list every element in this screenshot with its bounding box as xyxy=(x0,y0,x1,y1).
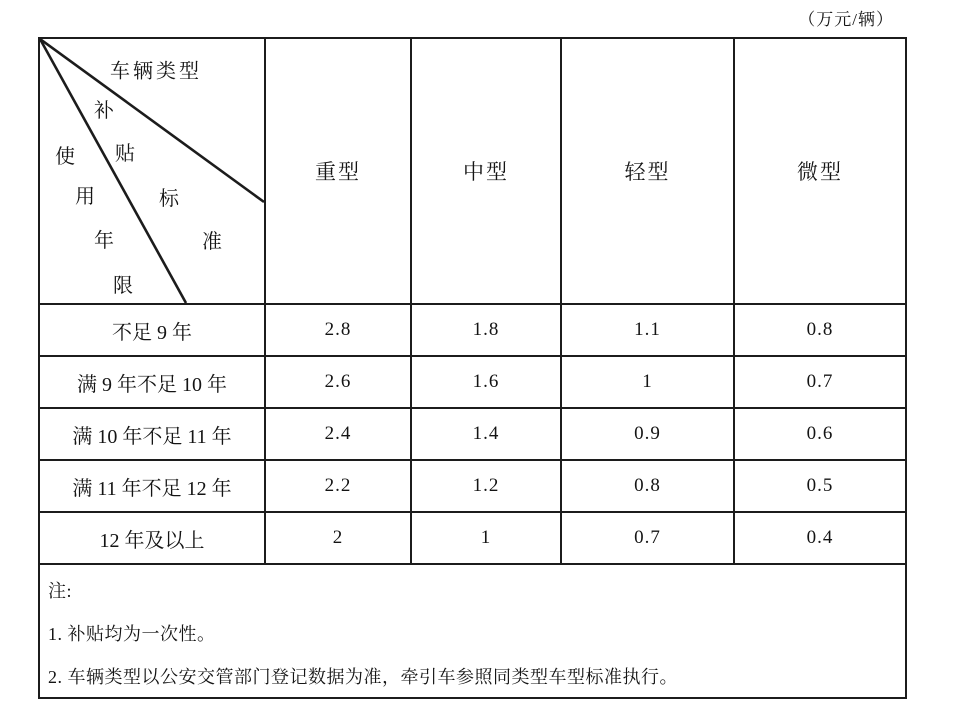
table-row xyxy=(40,513,905,565)
table-row xyxy=(40,305,905,357)
value-cell: 0.8 xyxy=(562,461,735,511)
column-header-medium: 中型 xyxy=(412,39,562,303)
corner-label-subsidy-char: 准 xyxy=(202,231,222,253)
corner-label-subsidy-char: 贴 xyxy=(115,143,135,165)
value-cell: 1.6 xyxy=(412,357,562,407)
corner-label-vehicle-type: 车辆类型 xyxy=(110,60,202,83)
value-cell: 0.7 xyxy=(806,371,834,392)
row-label: 满 10 年不足 11 年 xyxy=(40,409,266,459)
subsidy-table xyxy=(38,37,907,699)
corner-label-years-char: 限 xyxy=(113,275,133,297)
value-cell: 1.2 xyxy=(412,461,562,511)
value-cell: 1 xyxy=(412,513,562,563)
value-cell: 2.8 xyxy=(266,305,412,355)
value-cell: 2 xyxy=(266,513,412,563)
notes-section xyxy=(40,565,905,697)
value-cell: 0.7 xyxy=(562,513,735,563)
value-cell: 2.4 xyxy=(266,409,412,459)
unit-label: （万元/辆） xyxy=(798,10,894,29)
value-cell: 0.4 xyxy=(806,527,834,548)
diagonal-header-cell xyxy=(40,39,266,303)
value-cell: 0.5 xyxy=(806,475,834,496)
corner-label-years-char: 年 xyxy=(94,230,114,252)
value-cell: 0.9 xyxy=(562,409,735,459)
corner-label-subsidy-char: 补 xyxy=(94,100,114,122)
row-label: 12 年及以上 xyxy=(40,513,266,563)
table-row xyxy=(40,357,905,409)
corner-label-years-char: 使 xyxy=(55,146,75,168)
row-label: 满 11 年不足 12 年 xyxy=(40,461,266,511)
table-row xyxy=(40,461,905,513)
note-item-1: 1. 补贴均为一次性。 xyxy=(48,624,216,644)
value-cell: 2.2 xyxy=(266,461,412,511)
value-cell: 1.1 xyxy=(562,305,735,355)
row-label: 不足 9 年 xyxy=(40,305,266,355)
corner-label-years-char: 用 xyxy=(75,186,95,208)
value-cell: 0.8 xyxy=(806,319,834,340)
table-row xyxy=(40,409,905,461)
column-header-light: 轻型 xyxy=(562,39,735,303)
table-header-row xyxy=(40,39,905,305)
value-cell: 1 xyxy=(562,357,735,407)
value-cell: 1.4 xyxy=(412,409,562,459)
corner-label-subsidy-char: 标 xyxy=(159,188,179,210)
value-cell: 2.6 xyxy=(266,357,412,407)
column-header-heavy: 重型 xyxy=(266,39,412,303)
value-cell: 0.6 xyxy=(806,423,834,444)
value-cell: 1.8 xyxy=(412,305,562,355)
column-header-mini: 微型 xyxy=(797,160,843,184)
row-label: 满 9 年不足 10 年 xyxy=(40,357,266,407)
notes-title: 注: xyxy=(48,581,73,601)
note-item-2: 2. 车辆类型以公安交管部门登记数据为准，牵引车参照同类型车型标准执行。 xyxy=(48,667,678,687)
